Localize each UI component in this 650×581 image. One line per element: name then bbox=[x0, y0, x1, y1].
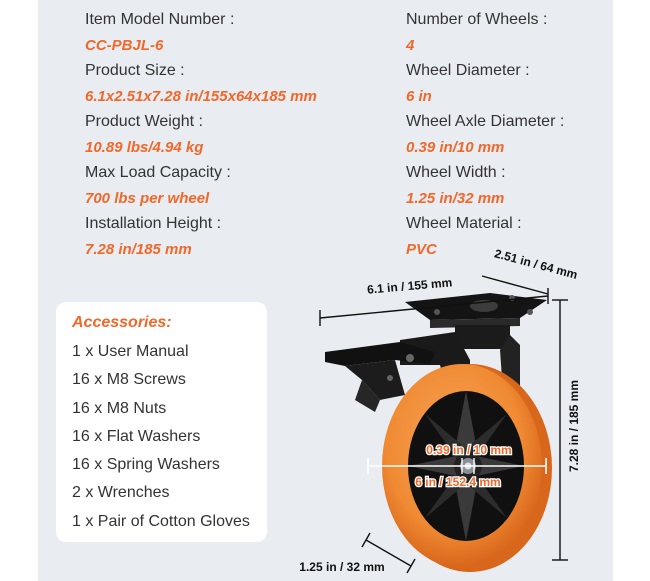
spec-value: PVC bbox=[406, 241, 437, 258]
spec-label: Wheel Width : bbox=[406, 164, 506, 181]
wheel bbox=[382, 364, 552, 572]
spec-label: Product Size : bbox=[85, 62, 185, 79]
spec-value: 7.28 in/185 mm bbox=[85, 241, 192, 258]
spec-label: Product Weight : bbox=[85, 113, 203, 130]
spec-value: CC-PBJL-6 bbox=[85, 37, 164, 54]
spec-label: Number of Wheels : bbox=[406, 11, 548, 28]
spec-value: 4 bbox=[406, 37, 415, 54]
spec-value: 700 lbs per wheel bbox=[85, 190, 210, 207]
accessories-title: Accessories: bbox=[72, 314, 172, 331]
spec-label: Wheel Material : bbox=[406, 215, 522, 232]
list-item: 1 x User Manual bbox=[72, 343, 189, 360]
dimension-width bbox=[482, 246, 579, 294]
spec-label: Wheel Axle Diameter : bbox=[406, 113, 565, 130]
dimension-length-label: 6.1 in / 155 mm bbox=[366, 275, 453, 297]
spec-value: 6.1x2.51x7.28 in/155x64x185 mm bbox=[85, 88, 317, 105]
list-item: 2 x Wrenches bbox=[72, 484, 170, 502]
list-item: 16 x M8 Screws bbox=[72, 371, 186, 389]
dimension-height-label: 7.28 in / 185 mm bbox=[567, 379, 581, 473]
list-item: 16 x M8 Nuts bbox=[72, 399, 167, 417]
dimension-height bbox=[552, 300, 581, 560]
spec-value: 10.89 lbs/4.94 kg bbox=[85, 139, 204, 156]
dimension-wheel-width bbox=[299, 533, 415, 574]
dimension-diameter-label: 6 in / 152.4 mm bbox=[415, 475, 501, 489]
spec-label: Installation Height : bbox=[85, 215, 222, 232]
dimension-width-label: 2.51 in / 64 mm bbox=[492, 246, 580, 282]
dimension-wheel-width-label: 1.25 in / 32 mm bbox=[299, 560, 385, 574]
spec-label: Wheel Diameter : bbox=[406, 62, 530, 79]
dimension-axle-label: 0.39 in / 10 mm bbox=[426, 443, 512, 457]
spec-label: Max Load Capacity : bbox=[85, 164, 231, 181]
list-item: 1 x Pair of Cotton Gloves bbox=[72, 512, 250, 530]
spec-value: 1.25 in/32 mm bbox=[406, 190, 505, 207]
spec-value: 6 in bbox=[406, 88, 432, 105]
spec-value: 0.39 in/10 mm bbox=[406, 139, 505, 156]
list-item: 16 x Spring Washers bbox=[72, 456, 220, 474]
list-item: 16 x Flat Washers bbox=[72, 427, 201, 445]
spec-label: Item Model Number : bbox=[85, 11, 235, 28]
